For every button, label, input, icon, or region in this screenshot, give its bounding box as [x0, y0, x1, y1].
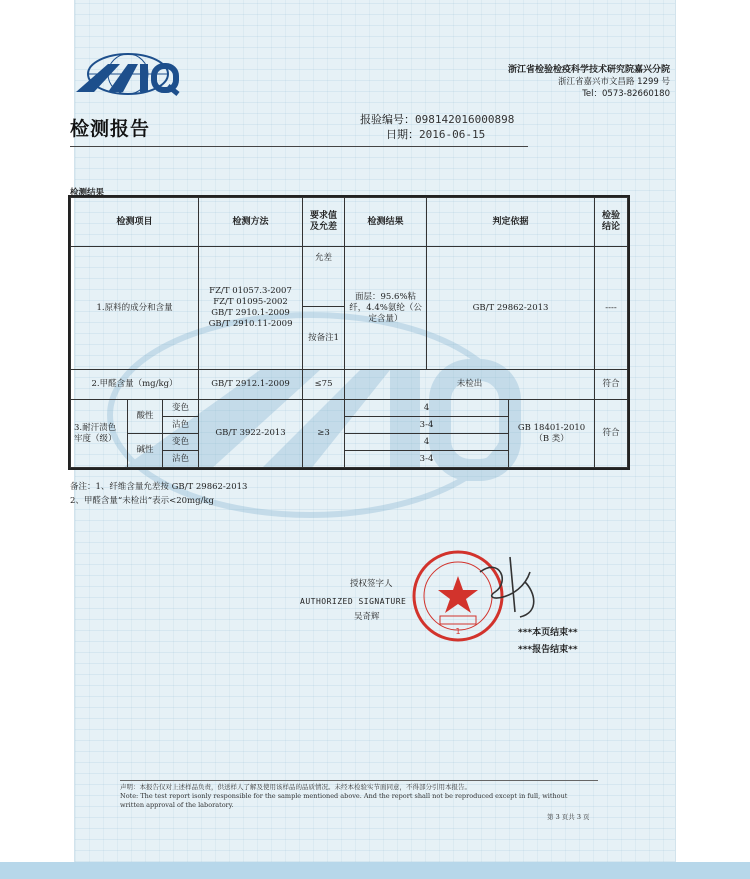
row3-result-3: 4	[345, 434, 509, 451]
row3-acid-stain: 沾色	[163, 417, 199, 434]
report-date-value: 2016-06-15	[419, 128, 486, 141]
row3-basis: GB 18401-2010（B 类）	[509, 400, 595, 468]
row1-method: FZ/T 01057.3-2007 FZ/T 01095-2002 GB/T 2910.1-2009 GB/T 2910.11-2009	[199, 247, 303, 370]
org-address: 浙江省嘉兴市文昌路 1299 号	[557, 77, 670, 87]
report-end-mark: ***报告结束**	[518, 645, 578, 655]
note-line-1: 备注：1、纤维含量允差按 GB/T 29862-2013	[70, 482, 248, 492]
svg-text:1: 1	[455, 627, 461, 636]
report-number-label: 报验编号：	[360, 113, 415, 126]
footer-statement-en: Note: The test report isonly responsible for the sample mentioned above. And the report shall not be reproduced except in full, without written approval of the laboratory.	[120, 792, 568, 809]
row2-item: 2.甲醛含量（mg/kg）	[71, 370, 199, 400]
page-number: 第 3 页共 3 页	[547, 813, 590, 821]
row1-req-top: 允差	[303, 247, 345, 307]
note-line-2: 2、甲醛含量“未检出”表示<20mg/kg	[70, 496, 214, 506]
row1-basis: GB/T 29862-2013	[427, 247, 595, 370]
end-marks	[518, 625, 578, 659]
report-date-label: 日期：	[386, 128, 419, 141]
header-conclusion: 检验结论	[595, 198, 628, 247]
page-end-mark: ***本页结束**	[518, 628, 578, 638]
header-requirement: 要求值及允差	[303, 198, 345, 247]
row1-conclusion: ----	[595, 247, 628, 370]
handwritten-signature	[470, 552, 550, 622]
row3-alkali-stain: 沾色	[163, 451, 199, 468]
zaiq-logo	[68, 50, 188, 98]
section-label: 检测结果	[70, 188, 105, 198]
header-result: 检测结果	[345, 198, 427, 247]
table-row	[71, 370, 628, 400]
footer-statement-cn: 声明：本报告仅对上述样品负责，供送样人了解及使用该样品的品质情况。未经本检验实节面同意，不得部分引用本报告。	[120, 783, 471, 791]
row3-item: 3.耐汗渍色牢度（级）	[71, 400, 128, 468]
header-basis: 判定依据	[427, 198, 595, 247]
org-name: 浙江省检验检疫科学技术研究院嘉兴分院	[507, 65, 670, 75]
row3-result-2: 3-4	[345, 417, 509, 434]
header-divider	[70, 146, 528, 147]
signature-label-en: AUTHORIZED SIGNATURE	[300, 597, 407, 606]
row2-req: ≤75	[303, 370, 345, 400]
bottom-band	[0, 862, 750, 879]
row3-acid-change: 变色	[163, 400, 199, 417]
row3-result-1: 4	[345, 400, 509, 417]
organization-block	[508, 64, 670, 100]
row3-method: GB/T 3922-2013	[199, 400, 303, 468]
row1-item: 1.原料的成分和含量	[71, 247, 199, 370]
row3-alkali-change: 变色	[163, 434, 199, 451]
table-row	[71, 400, 628, 417]
report-title: 检测报告	[70, 118, 151, 140]
row2-method: GB/T 2912.1-2009	[199, 370, 303, 400]
row1-result: 面层：95.6%粘纤，4.4%氨纶（公定含量）	[345, 247, 427, 370]
row3-result-4: 3-4	[345, 451, 509, 468]
row1-req-bottom: 按备注1	[303, 307, 345, 370]
row3-alkali: 碱性	[128, 434, 163, 468]
table-header-row	[71, 198, 628, 247]
org-tel: Tel：0573-82660180	[582, 89, 670, 99]
signature-name: 吴奇辉	[354, 612, 380, 622]
header-method: 检测方法	[199, 198, 303, 247]
row3-req: ≥3	[303, 400, 345, 468]
row3-acid: 酸性	[128, 400, 163, 434]
notes-block	[70, 480, 247, 508]
row3-conclusion: 符合	[595, 400, 628, 468]
row2-conclusion: 符合	[595, 370, 628, 400]
header-item: 检测项目	[71, 198, 199, 247]
signature-label: 授权签字人	[350, 579, 393, 589]
footer-statement	[120, 783, 590, 810]
report-meta	[360, 112, 514, 142]
row2-result: 未检出	[345, 370, 595, 400]
table-row	[71, 247, 628, 307]
report-number-value: 098142016000898	[415, 113, 515, 126]
footer-divider	[120, 780, 598, 781]
results-table	[70, 197, 628, 468]
